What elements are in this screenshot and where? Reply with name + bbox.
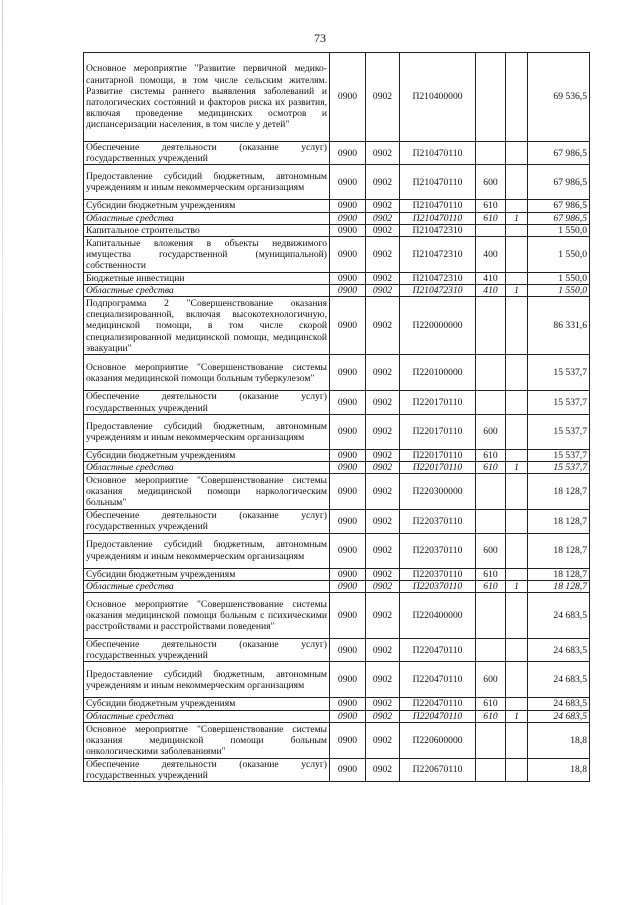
funding-source-code-cell: [506, 662, 528, 698]
funding-source-code-cell: [506, 165, 528, 200]
section-code-cell: 0900: [330, 53, 366, 142]
subsection-code-cell: 0902: [366, 568, 400, 580]
target-article-code-cell: П220470110: [400, 639, 476, 662]
target-article-code-cell: П220170110: [400, 391, 476, 414]
row-description-cell: Областные средства: [84, 285, 330, 297]
target-article-code-cell: П210470110: [400, 165, 476, 200]
amount-cell: 18 128,7: [528, 533, 590, 568]
table-row: [84, 510, 590, 533]
subsection-code-cell: 0902: [366, 533, 400, 568]
section-code-cell: 0900: [330, 273, 366, 285]
funding-source-code-cell: [506, 698, 528, 710]
funding-source-code-cell: [506, 414, 528, 449]
amount-cell: 15 537,7: [528, 414, 590, 449]
funding-source-code-cell: 1: [506, 710, 528, 722]
row-description-cell: Предоставление субсидий бюджетным, автономным учреждениям и иным некоммерческим организациям: [84, 414, 330, 449]
funding-source-code-cell: [506, 510, 528, 533]
funding-source-code-cell: [506, 53, 528, 142]
table-row: [84, 533, 590, 568]
section-code-cell: 0900: [330, 568, 366, 580]
section-code-cell: 0900: [330, 285, 366, 297]
target-article-code-cell: П210400000: [400, 53, 476, 142]
subsection-code-cell: 0902: [366, 722, 400, 758]
funding-source-code-cell: [506, 449, 528, 461]
expense-type-code-cell: 600: [476, 414, 506, 449]
section-code-cell: 0900: [330, 414, 366, 449]
subsection-code-cell: 0902: [366, 142, 400, 165]
amount-cell: 67 986,5: [528, 212, 590, 224]
target-article-code-cell: П220470110: [400, 710, 476, 722]
amount-cell: 15 537,7: [528, 449, 590, 461]
subsection-code-cell: 0902: [366, 355, 400, 391]
table-row: [84, 142, 590, 165]
table-row: [84, 449, 590, 461]
section-code-cell: 0900: [330, 474, 366, 510]
row-description-cell: Субсидии бюджетным учреждениям: [84, 449, 330, 461]
row-description-cell: Областные средства: [84, 212, 330, 224]
expense-type-code-cell: [476, 53, 506, 142]
expense-type-code-cell: 400: [476, 237, 506, 273]
target-article-code-cell: П220670110: [400, 758, 476, 781]
expense-type-code-cell: 610: [476, 200, 506, 212]
expense-type-code-cell: 600: [476, 662, 506, 698]
table-row: [84, 698, 590, 710]
table-row: [84, 165, 590, 200]
subsection-code-cell: 0902: [366, 297, 400, 355]
funding-source-code-cell: 1: [506, 285, 528, 297]
amount-cell: 1 550,0: [528, 285, 590, 297]
section-code-cell: 0900: [330, 639, 366, 662]
section-code-cell: 0900: [330, 355, 366, 391]
expense-type-code-cell: [476, 391, 506, 414]
funding-source-code-cell: [506, 758, 528, 781]
amount-cell: 69 536,5: [528, 53, 590, 142]
target-article-code-cell: П210470110: [400, 212, 476, 224]
target-article-code-cell: П220600000: [400, 722, 476, 758]
expense-type-code-cell: [476, 355, 506, 391]
amount-cell: 15 537,7: [528, 355, 590, 391]
target-article-code-cell: П220000000: [400, 297, 476, 355]
funding-source-code-cell: [506, 237, 528, 273]
subsection-code-cell: 0902: [366, 639, 400, 662]
amount-cell: 67 986,5: [528, 142, 590, 165]
funding-source-code-cell: [506, 593, 528, 639]
subsection-code-cell: 0902: [366, 758, 400, 781]
table-row: [84, 474, 590, 510]
row-description-cell: Предоставление субсидий бюджетным, автономным учреждениям и иным некоммерческим организациям: [84, 165, 330, 200]
expense-type-code-cell: [476, 297, 506, 355]
row-description-cell: Областные средства: [84, 710, 330, 722]
expense-type-code-cell: 610: [476, 462, 506, 474]
row-description-cell: Основное мероприятие "Совершенствование системы оказания медицинской помощи наркологическим больным": [84, 474, 330, 510]
subsection-code-cell: 0902: [366, 698, 400, 710]
subsection-code-cell: 0902: [366, 200, 400, 212]
funding-source-code-cell: [506, 568, 528, 580]
subsection-code-cell: 0902: [366, 165, 400, 200]
table-row: [84, 580, 590, 592]
subsection-code-cell: 0902: [366, 414, 400, 449]
section-code-cell: 0900: [330, 698, 366, 710]
section-code-cell: 0900: [330, 200, 366, 212]
target-article-code-cell: П220100000: [400, 355, 476, 391]
target-article-code-cell: П220470110: [400, 662, 476, 698]
funding-source-code-cell: 1: [506, 462, 528, 474]
row-description-cell: Обеспечение деятельности (оказание услуг) государственных учреждений: [84, 639, 330, 662]
section-code-cell: 0900: [330, 391, 366, 414]
target-article-code-cell: П210470110: [400, 200, 476, 212]
table-row: [84, 639, 590, 662]
amount-cell: 24 683,5: [528, 662, 590, 698]
subsection-code-cell: 0902: [366, 224, 400, 236]
table-row: [84, 391, 590, 414]
funding-source-code-cell: [506, 722, 528, 758]
expense-type-code-cell: [476, 758, 506, 781]
amount-cell: 24 683,5: [528, 698, 590, 710]
expense-type-code-cell: [476, 142, 506, 165]
table-row: [84, 662, 590, 698]
expense-type-code-cell: 610: [476, 710, 506, 722]
target-article-code-cell: П220370110: [400, 568, 476, 580]
row-description-cell: Капитальные вложения в объекты недвижимого имущества государственной (муниципальной) собственности: [84, 237, 330, 273]
row-description-cell: Основное мероприятие "Совершенствование системы оказания медицинской помощи больным туберкулезом": [84, 355, 330, 391]
subsection-code-cell: 0902: [366, 580, 400, 592]
expense-type-code-cell: 610: [476, 212, 506, 224]
funding-source-code-cell: [506, 273, 528, 285]
amount-cell: 18 128,7: [528, 568, 590, 580]
amount-cell: 18,8: [528, 758, 590, 781]
section-code-cell: 0900: [330, 533, 366, 568]
section-code-cell: 0900: [330, 165, 366, 200]
amount-cell: 24 683,5: [528, 639, 590, 662]
row-description-cell: Обеспечение деятельности (оказание услуг) государственных учреждений: [84, 758, 330, 781]
row-description-cell: Основное мероприятие "Развитие первичной медико-санитарной помощи, в том числе сельским жителям. Развитие системы раннего выявления заболеваний и патологических состояний и факторов риска их развития, включая проведение медицинских осмотров и диспансеризации населения, в том числе у детей": [84, 53, 330, 142]
section-code-cell: 0900: [330, 580, 366, 592]
table-row: [84, 710, 590, 722]
table-row: [84, 297, 590, 355]
table-row: [84, 273, 590, 285]
subsection-code-cell: 0902: [366, 510, 400, 533]
table-body: [84, 53, 590, 782]
row-description-cell: Обеспечение деятельности (оказание услуг) государственных учреждений: [84, 510, 330, 533]
amount-cell: 15 537,7: [528, 391, 590, 414]
expense-type-code-cell: 610: [476, 580, 506, 592]
row-description-cell: Субсидии бюджетным учреждениям: [84, 200, 330, 212]
target-article-code-cell: П210470110: [400, 142, 476, 165]
funding-source-code-cell: [506, 224, 528, 236]
expense-type-code-cell: [476, 224, 506, 236]
subsection-code-cell: 0902: [366, 273, 400, 285]
subsection-code-cell: 0902: [366, 53, 400, 142]
target-article-code-cell: П220170110: [400, 449, 476, 461]
section-code-cell: 0900: [330, 510, 366, 533]
section-code-cell: 0900: [330, 462, 366, 474]
funding-source-code-cell: [506, 297, 528, 355]
expense-type-code-cell: 610: [476, 449, 506, 461]
section-code-cell: 0900: [330, 142, 366, 165]
section-code-cell: 0900: [330, 297, 366, 355]
row-description-cell: Подпрограмма 2 "Совершенствование оказания специализированной, включая высокотехнологичную, медицинской помощи, в том числе скорой специализированной медицинской помощи, медицинской эвакуации": [84, 297, 330, 355]
amount-cell: 24 683,5: [528, 593, 590, 639]
table-row: [84, 212, 590, 224]
funding-source-code-cell: [506, 142, 528, 165]
expense-type-code-cell: [476, 722, 506, 758]
row-description-cell: Обеспечение деятельности (оказание услуг) государственных учреждений: [84, 391, 330, 414]
page-number: 73: [314, 31, 326, 45]
table-row: [84, 722, 590, 758]
section-code-cell: 0900: [330, 237, 366, 273]
expense-type-code-cell: [476, 593, 506, 639]
expense-type-code-cell: 410: [476, 273, 506, 285]
expense-type-code-cell: [476, 510, 506, 533]
row-description-cell: Субсидии бюджетным учреждениям: [84, 568, 330, 580]
table-row: [84, 568, 590, 580]
subsection-code-cell: 0902: [366, 212, 400, 224]
funding-source-code-cell: [506, 391, 528, 414]
target-article-code-cell: П210472310: [400, 273, 476, 285]
table-row: [84, 758, 590, 781]
target-article-code-cell: П210472310: [400, 237, 476, 273]
amount-cell: 1 550,0: [528, 273, 590, 285]
table-row: [84, 53, 590, 142]
funding-source-code-cell: 1: [506, 212, 528, 224]
section-code-cell: 0900: [330, 710, 366, 722]
target-article-code-cell: П210472310: [400, 224, 476, 236]
expense-type-code-cell: 410: [476, 285, 506, 297]
scan-edge: [2, 0, 3, 905]
table-row: [84, 200, 590, 212]
amount-cell: 18 128,7: [528, 474, 590, 510]
section-code-cell: 0900: [330, 224, 366, 236]
expense-type-code-cell: 610: [476, 568, 506, 580]
expense-type-code-cell: 600: [476, 533, 506, 568]
target-article-code-cell: П210472310: [400, 285, 476, 297]
table-row: [84, 355, 590, 391]
section-code-cell: 0900: [330, 722, 366, 758]
subsection-code-cell: 0902: [366, 593, 400, 639]
row-description-cell: Предоставление субсидий бюджетным, автономным учреждениям и иным некоммерческим организациям: [84, 533, 330, 568]
subsection-code-cell: 0902: [366, 462, 400, 474]
expense-type-code-cell: [476, 474, 506, 510]
table-row: [84, 414, 590, 449]
subsection-code-cell: 0902: [366, 285, 400, 297]
row-description-cell: Субсидии бюджетным учреждениям: [84, 698, 330, 710]
amount-cell: 18,8: [528, 722, 590, 758]
target-article-code-cell: П220370110: [400, 580, 476, 592]
target-article-code-cell: П220370110: [400, 533, 476, 568]
amount-cell: 67 986,5: [528, 200, 590, 212]
table-row: [84, 224, 590, 236]
funding-source-code-cell: [506, 533, 528, 568]
table-row: [84, 237, 590, 273]
row-description-cell: Предоставление субсидий бюджетным, автономным учреждениям и иным некоммерческим организациям: [84, 662, 330, 698]
section-code-cell: 0900: [330, 449, 366, 461]
row-description-cell: Основное мероприятие "Совершенствование системы оказания медицинской помощи больным онкологическими заболеваниями": [84, 722, 330, 758]
table-row: [84, 593, 590, 639]
target-article-code-cell: П220470110: [400, 698, 476, 710]
subsection-code-cell: 0902: [366, 474, 400, 510]
row-description-cell: Обеспечение деятельности (оказание услуг) государственных учреждений: [84, 142, 330, 165]
budget-table: [83, 52, 590, 782]
table-row: [84, 285, 590, 297]
section-code-cell: 0900: [330, 758, 366, 781]
funding-source-code-cell: [506, 474, 528, 510]
target-article-code-cell: П220170110: [400, 414, 476, 449]
amount-cell: 18 128,7: [528, 510, 590, 533]
amount-cell: 18 128,7: [528, 580, 590, 592]
row-description-cell: Капитальное строительство: [84, 224, 330, 236]
amount-cell: 15 537,7: [528, 462, 590, 474]
amount-cell: 86 331,6: [528, 297, 590, 355]
funding-source-code-cell: [506, 639, 528, 662]
subsection-code-cell: 0902: [366, 449, 400, 461]
row-description-cell: Областные средства: [84, 580, 330, 592]
row-description-cell: Бюджетные инвестиции: [84, 273, 330, 285]
amount-cell: 1 550,0: [528, 237, 590, 273]
subsection-code-cell: 0902: [366, 391, 400, 414]
row-description-cell: Основное мероприятие "Совершенствование системы оказания медицинской помощи больным с психическими расстройствами и расстройствами поведения": [84, 593, 330, 639]
funding-source-code-cell: [506, 355, 528, 391]
row-description-cell: Областные средства: [84, 462, 330, 474]
target-article-code-cell: П220370110: [400, 510, 476, 533]
subsection-code-cell: 0902: [366, 710, 400, 722]
amount-cell: 67 986,5: [528, 165, 590, 200]
target-article-code-cell: П220300000: [400, 474, 476, 510]
section-code-cell: 0900: [330, 212, 366, 224]
expense-type-code-cell: [476, 639, 506, 662]
table-row: [84, 462, 590, 474]
target-article-code-cell: П220170110: [400, 462, 476, 474]
section-code-cell: 0900: [330, 662, 366, 698]
subsection-code-cell: 0902: [366, 662, 400, 698]
subsection-code-cell: 0902: [366, 237, 400, 273]
amount-cell: 1 550,0: [528, 224, 590, 236]
section-code-cell: 0900: [330, 593, 366, 639]
expense-type-code-cell: 610: [476, 698, 506, 710]
target-article-code-cell: П220400000: [400, 593, 476, 639]
funding-source-code-cell: [506, 200, 528, 212]
amount-cell: 24 683,5: [528, 710, 590, 722]
funding-source-code-cell: 1: [506, 580, 528, 592]
expense-type-code-cell: 600: [476, 165, 506, 200]
